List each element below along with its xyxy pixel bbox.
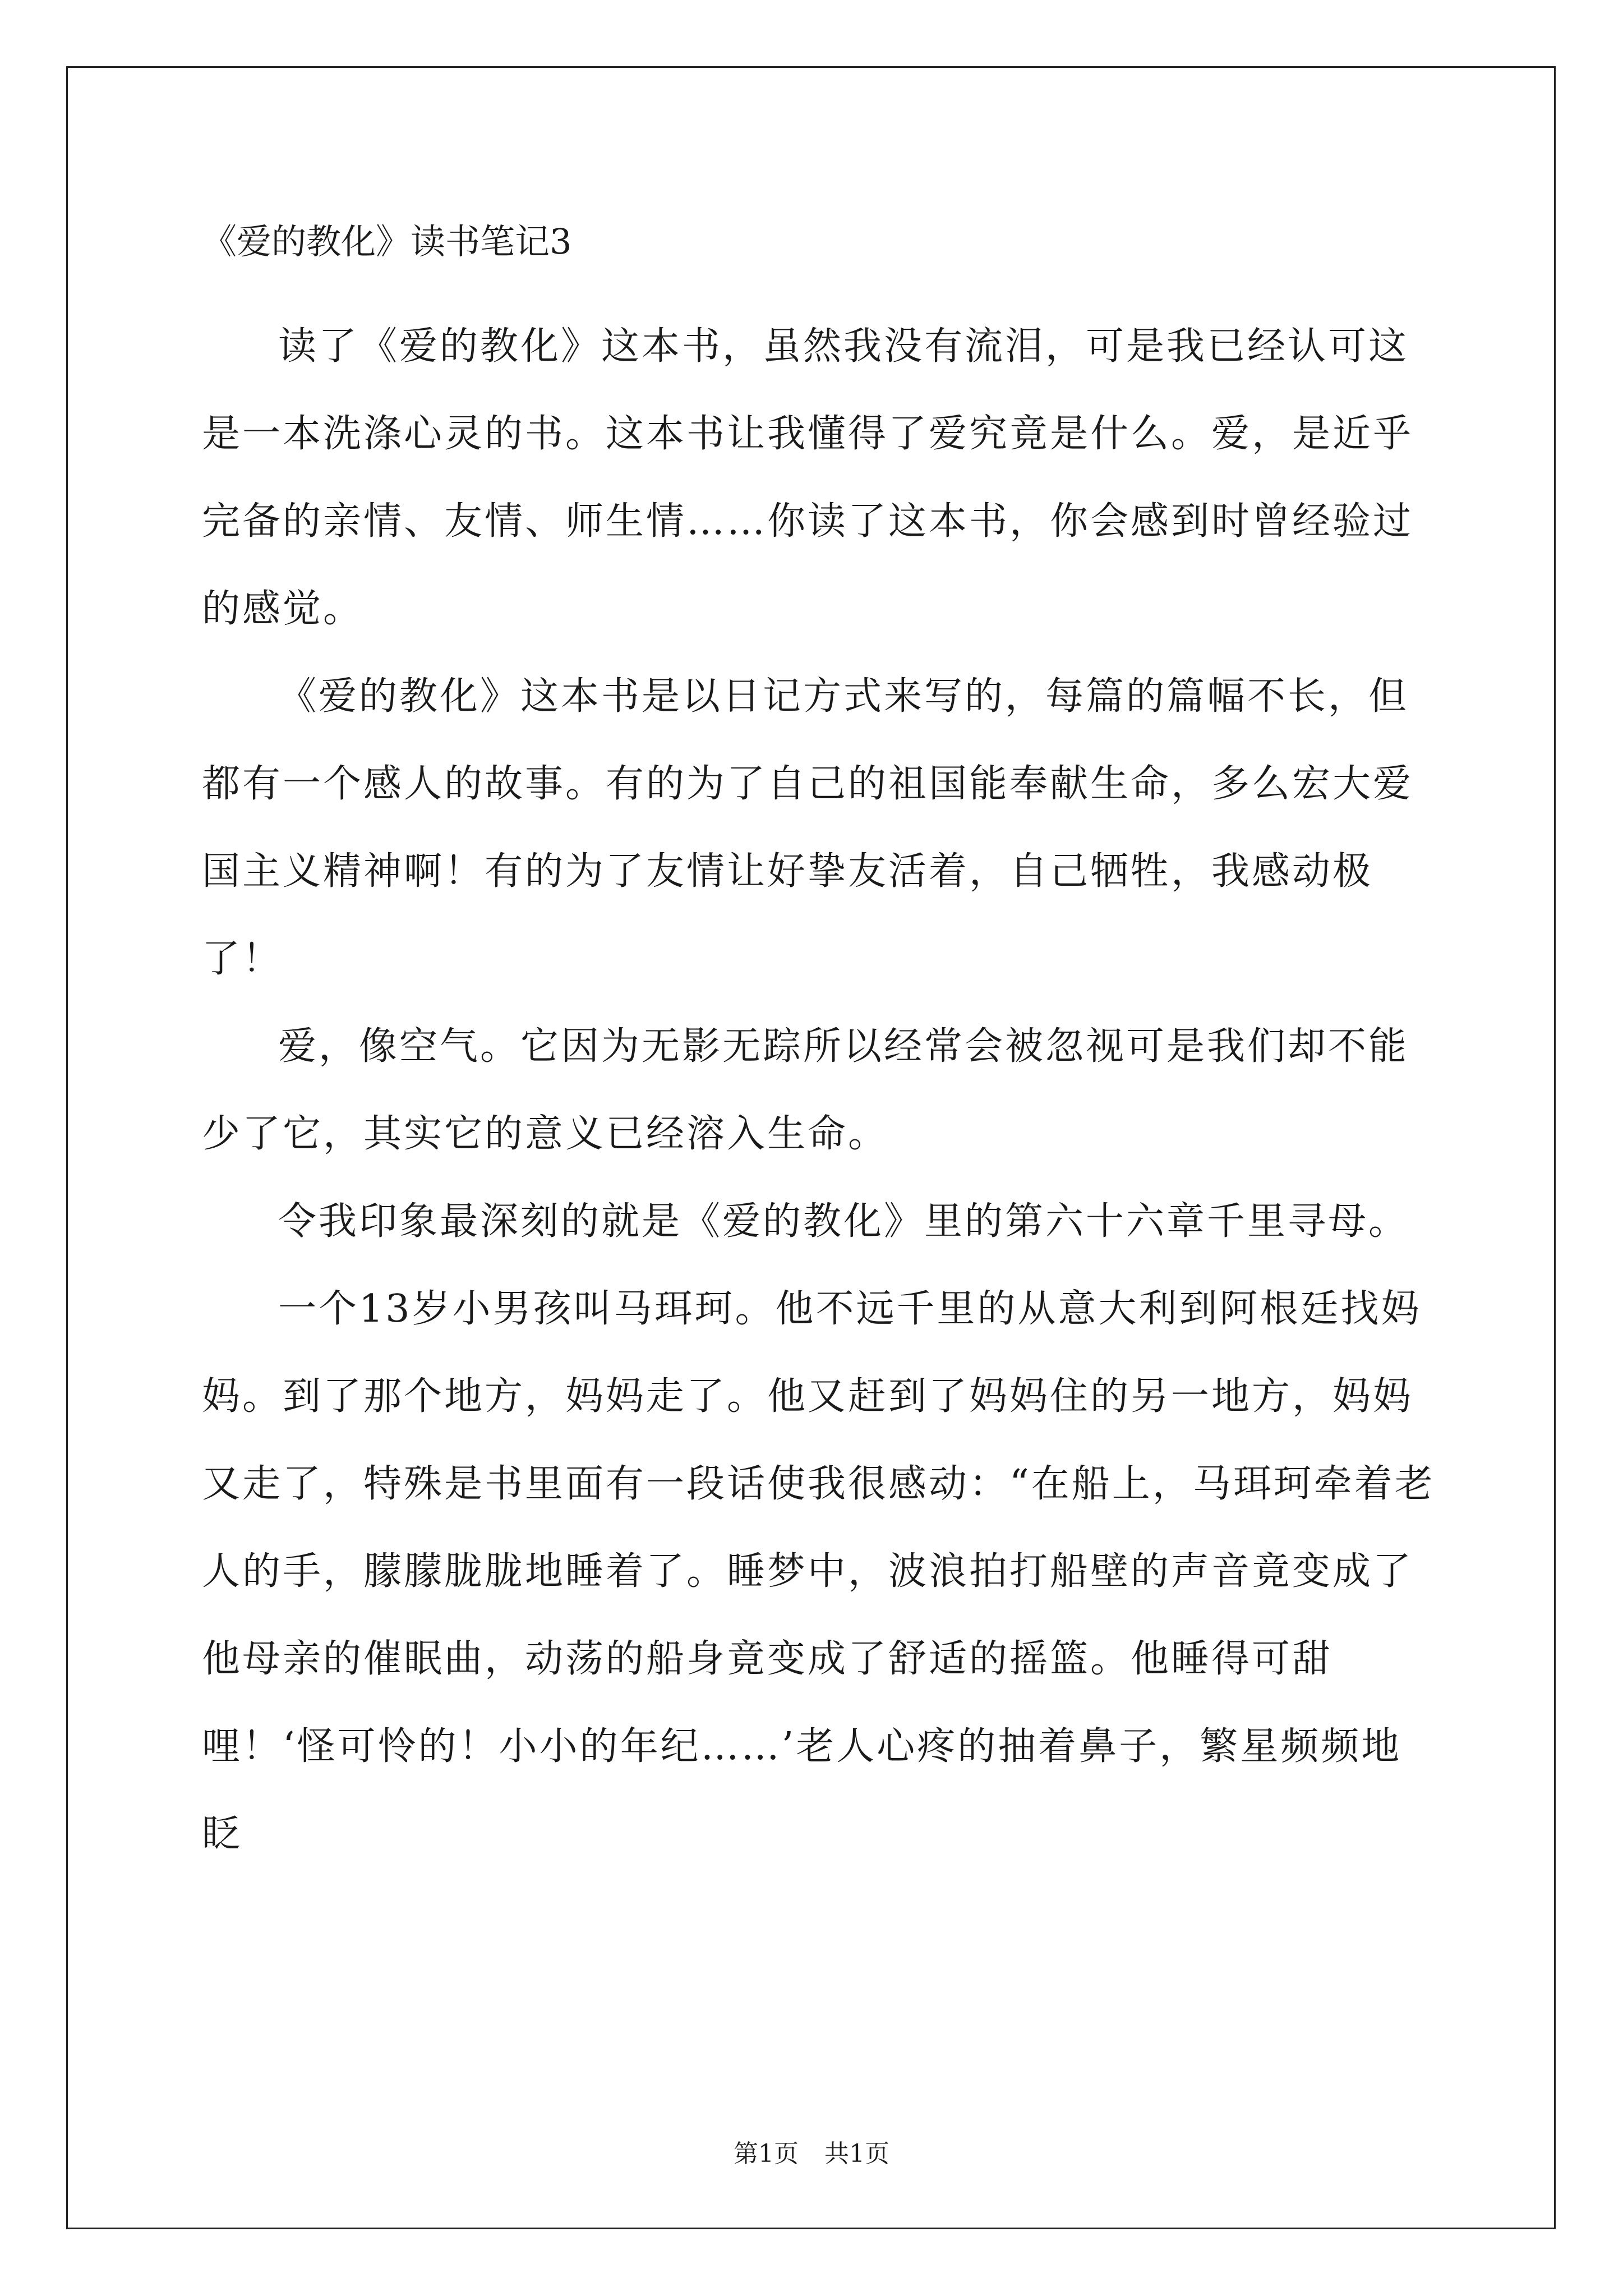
paragraph: 一个13岁小男孩叫马珥珂。他不远千里的从意大利到阿根廷找妈妈。到了那个地方，妈妈走了。他又赶到了妈妈住的另一地方，妈妈又走了，特殊是书里面有一段话使我很感动：“在船上，马珥珂牵着老人的手，朦朦胧胧地睡着了。睡梦中，波浪拍打船壁的声音竟变成了他母亲的催眠曲，动荡的船身竟变成了舒适的摇篮。他睡得可甜哩！‘怪可怜的！小小的年纪……’老人心疼的抽着鼻子，繁星频频地眨 [202, 1287, 1435, 1856]
document-title: 《爱的教化》读书笔记3 [202, 221, 572, 262]
paragraph: 令我印象最深刻的就是《爱的教化》里的第六十六章千里寻母。 [278, 1199, 1409, 1244]
page-number: 第1页 [734, 2139, 799, 2168]
page-total: 共1页 [824, 2139, 889, 2168]
paragraph: 爱，像空气。它因为无影无踪所以经常会被忽视可是我们却不能少了它，其实它的意义已经溶入生命。 [202, 1024, 1409, 1156]
paragraph: 《爱的教化》这本书是以日记方式来写的，每篇的篇幅不长，但都有一个感人的故事。有的为了自己的祖国能奉献生命，多么宏大爱国主义精神啊！有的为了友情让好挚友活着，自己牺牲，我感动极了！ [202, 674, 1414, 981]
paragraph: 读了《爱的教化》这本书，虽然我没有流泪，可是我已经认可这是一本洗涤心灵的书。这本书让我懂得了爱究竟是什么。爱，是近乎完备的亲情、友情、师生情……你读了这本书，你会感到时曾经验过的感觉。 [202, 324, 1414, 631]
document-body [202, 303, 1436, 1878]
page-footer [0, 2139, 1623, 2168]
